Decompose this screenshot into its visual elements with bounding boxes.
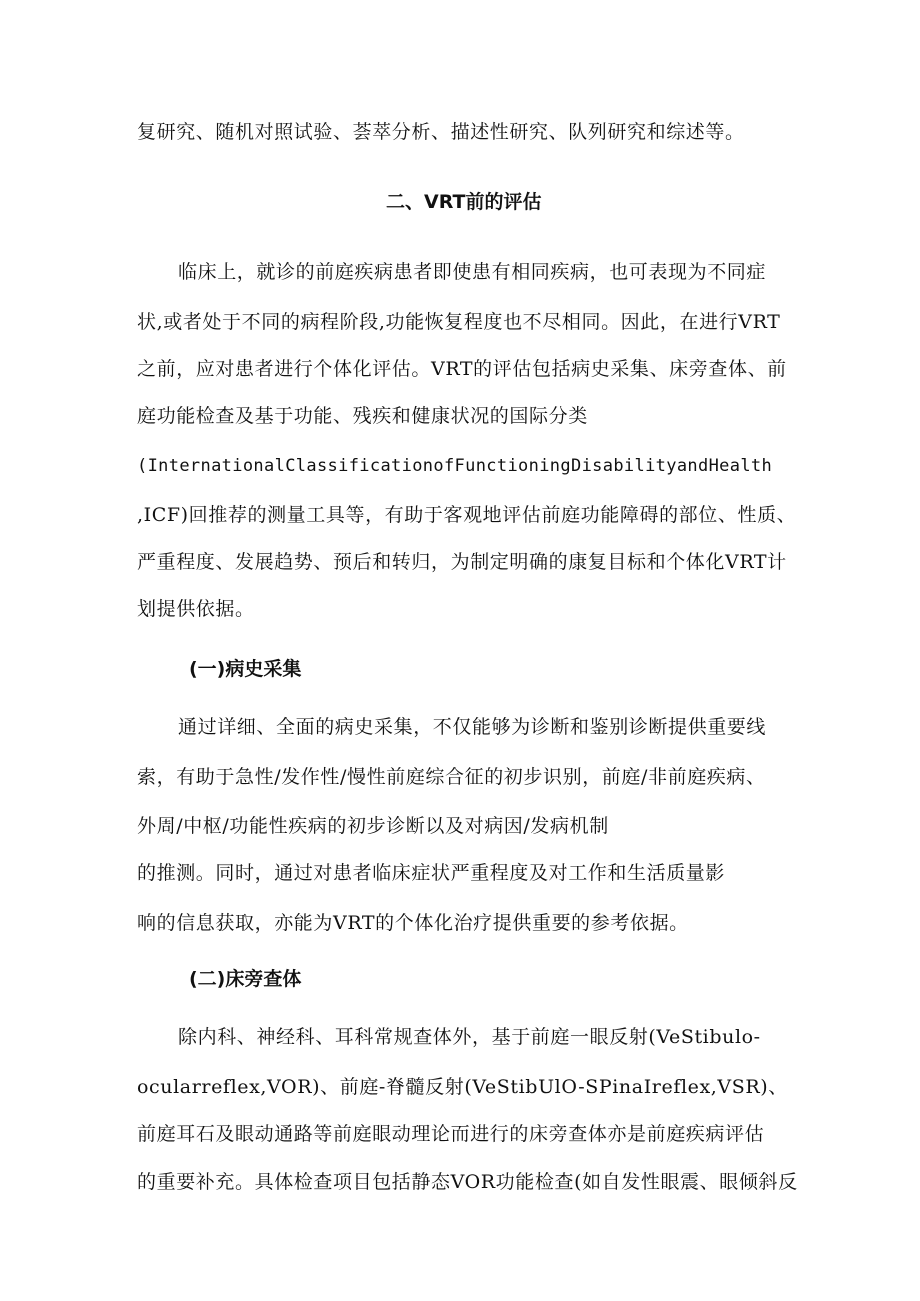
paragraph-line: 的重要补充。具体检查项目包括静态VOR功能检查(如自发性眼震、眼倾斜反 <box>137 1171 798 1193</box>
paragraph-line: 响的信息获取，亦能为VRT的个体化治疗提供重要的参考依据。 <box>137 912 689 934</box>
subsection-heading: (一)病史采集 <box>189 658 302 680</box>
paragraph-line: 状,或者处于不同的病程阶段,功能恢复程度也不尽相同。因此，在进行VRT <box>137 311 781 333</box>
paragraph-line: 庭功能检查及基于功能、残疾和健康状况的国际分类 <box>137 405 588 427</box>
paragraph-line: 除内科、神经科、耳科常规查体外，基于前庭一眼反射(VeStibulo- <box>178 1026 761 1048</box>
paragraph-line: 之前，应对患者进行个体化评估。VRT的评估包括病史采集、床旁查体、前 <box>137 358 787 380</box>
paragraph-line: 外周/中枢/功能性疾病的初步诊断以及对病因/发病机制 <box>137 815 609 837</box>
paragraph-line: 复研究、随机对照试验、荟萃分析、描述性研究、队列研究和综述等。 <box>137 121 745 143</box>
paragraph-line: ocularreflex,VOR)、前庭-脊髓反射(VeStibUlO-SPinaIreflex,VSR)、 <box>137 1076 788 1098</box>
paragraph-line: 的推测。同时，通过对患者临床症状严重程度及对工作和生活质量影 <box>137 862 726 884</box>
paragraph-line: 前庭耳石及眼动通路等前庭眼动理论而进行的床旁查体亦是前庭疾病评估 <box>137 1123 765 1145</box>
paragraph-line: 索，有助于急性/发作性/慢性前庭综合征的初步识别，前庭/非前庭疾病、 <box>137 766 766 788</box>
subsection-heading: (二)床旁查体 <box>189 968 302 990</box>
paragraph-line: (InternationalClassificationofFunctioningDisabilityandHealth <box>137 456 773 476</box>
paragraph-line: ,ICF)回推荐的测量工具等，有助于客观地评估前庭功能障碍的部位、性质、 <box>137 504 797 526</box>
paragraph-line: 划提供依据。 <box>137 598 255 620</box>
paragraph-line: 通过详细、全面的病史采集，不仅能够为诊断和鉴别诊断提供重要线 <box>178 716 767 738</box>
paragraph-line: 临床上，就诊的前庭疾病患者即使患有相同疾病，也可表现为不同症 <box>178 261 767 283</box>
paragraph-line: 严重程度、发展趋势、预后和转归，为制定明确的康复目标和个体化VRT计 <box>137 551 787 573</box>
section-heading: 二、VRT前的评估 <box>386 191 542 213</box>
